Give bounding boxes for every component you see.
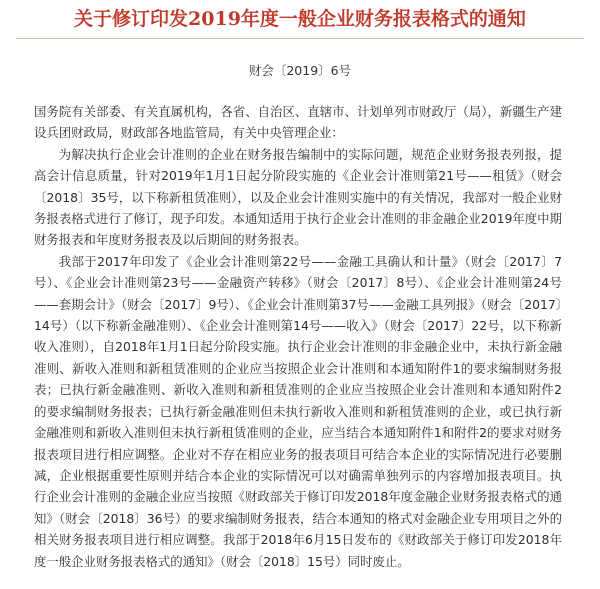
body-paragraph-1: 为解决执行企业会计准则的企业在财务报告编制中的实际问题，规范企业财务报表列报，提高会计信息质量，针对2019年1月1日起分阶段实施的《企业会计准则第21号——租赁》（财会〔2018〕35号，以下称新租赁准则），以及企业会计准则实施中的有关情况，我部对一般企业财务报表格式进行了修订，现予印发。本通知适用于执行企业会计准则的非金融企业2019年度中期财务报表和年度财务报表及以后期间的财务报表。 [34,146,562,248]
title-divider [16,38,584,39]
document-number: 财会〔2019〕6号 [248,63,352,78]
notice-body [34,101,562,572]
addressee-paragraph: 国务院有关部委、有关直属机构，各省、自治区、直辖市、计划单列市财政厅（局），新疆生产建设兵团财政局，财政部各地监管局，有关中央管理企业： [34,104,562,141]
notice-title: 关于修订印发2019年度一般企业财务报表格式的通知 [74,8,526,30]
body-paragraph-2: 我部于2017年印发了《企业会计准则第22号——金融工具确认和计量》（财会〔2017〕7号）、《企业会计准则第23号——金融资产转移》（财会〔2017〕8号）、《企业会计准则第24号——套期会计》（财会〔2017〕9号）、《企业会计准则第37号——金融工具列报》（财会〔2017〕14号）（以下称新金融准则）、《企业会计准则第14号——收入》（财会〔2017〕22号，以下称新收入准则），自2018年1月1日起分阶段实施。执行企业会计准则的非金融企业中，未执行新金融准则、新收入准则和新租赁准则的企业应当按照企业会计准则和本通知附件1的要求编制财务报表；已执行新金融准则、新收入准则和新租赁准则的企业应当按照企业会计准则和本通知附件2的要求编制财务报表；已执行新金融准则但未执行新收入准则和新租赁准则的企业，或已执行新金融准则和新收入准则但未执行新租赁准则的企业，应当结合本通知附件1和附件2的要求对财务报表项目进行相应调整。企业对不存在相应业务的报表项目可结合本企业的实际情况进行必要删减，企业根据重要性原则并结合本企业的实际情况可以对确需单独列示的内容增加报表项目。执行企业会计准则的金融企业应当按照《财政部关于修订印发2018年度金融企业财务报表格式的通知》（财会〔2018〕36号）的要求编制财务报表，结合本通知的格式对金融企业专用项目之外的相关财务报表项目进行相应调整。我部于2018年6月15日发布的《财政部关于修订印发2018年度一般企业财务报表格式的通知》（财会〔2018〕15号）同时废止。 [34,253,562,569]
